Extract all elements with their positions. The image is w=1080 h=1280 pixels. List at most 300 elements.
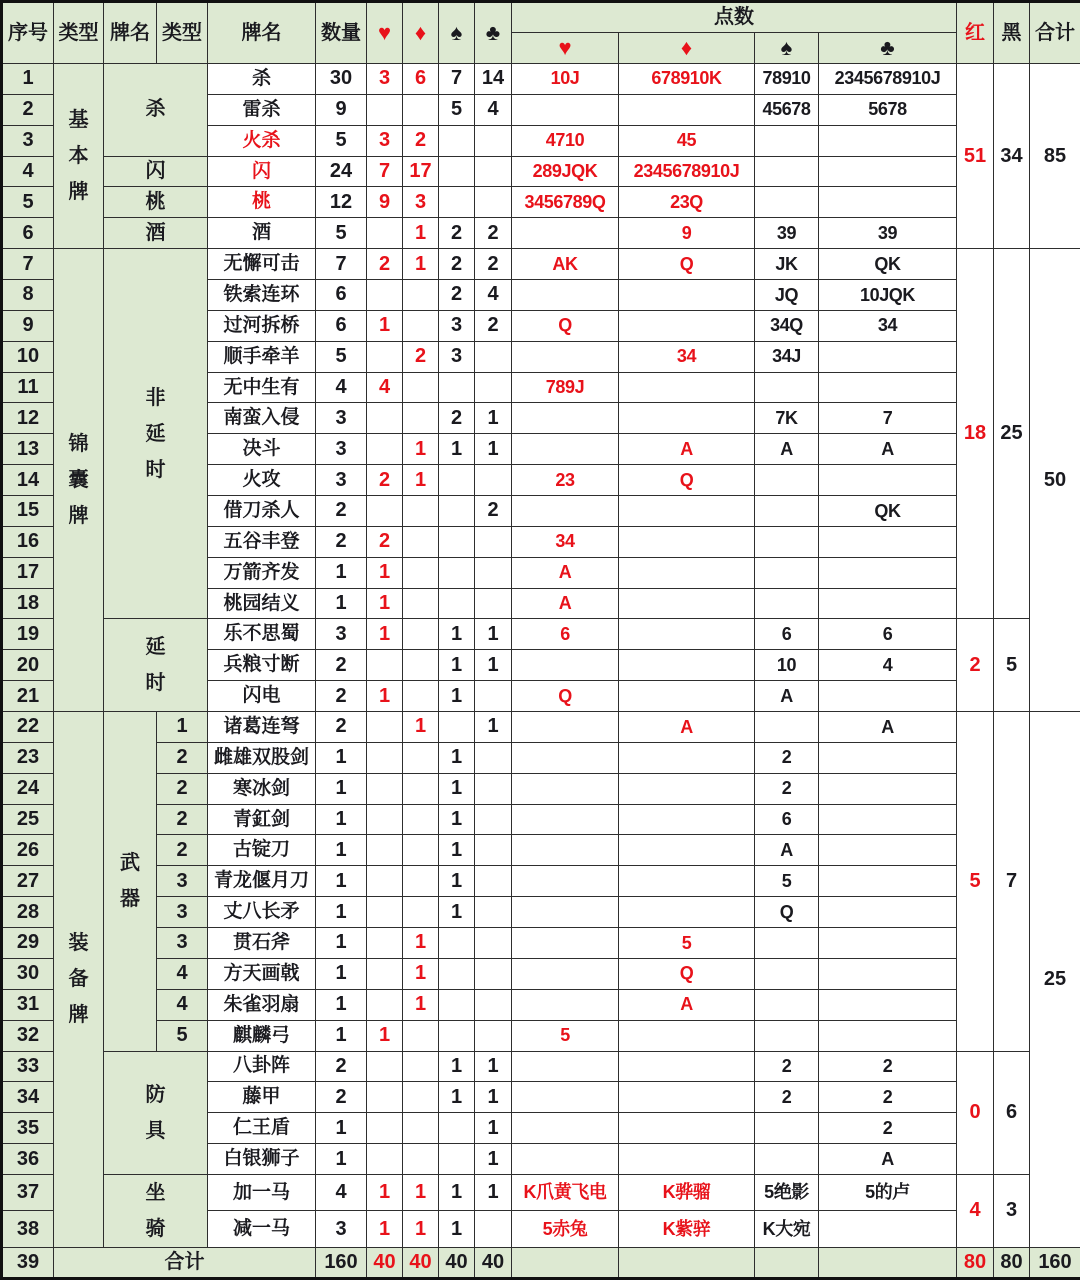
heart-count-cell [367, 403, 403, 434]
card-name-cell: 八卦阵 [208, 1051, 316, 1082]
spade-points-cell [755, 372, 819, 403]
card-name-cell: 闪 [208, 156, 316, 187]
spade-points-cell [755, 557, 819, 588]
spade-count-cell [439, 928, 475, 959]
total-diamond-count-cell: 40 [403, 1247, 439, 1278]
heart-points-cell: K爪黄飞电 [512, 1174, 619, 1211]
type-group-cell [54, 64, 104, 249]
diamond-count-cell: 3 [403, 187, 439, 218]
row-number: 3 [2, 125, 54, 156]
heart-count-cell: 1 [367, 310, 403, 341]
heart-points-cell [512, 280, 619, 311]
card-name-cell: 朱雀羽扇 [208, 989, 316, 1020]
row-number: 1 [2, 64, 54, 95]
spade-count-cell [439, 958, 475, 989]
spade-points-cell: 39 [755, 218, 819, 249]
club-count-cell [475, 897, 512, 928]
red-subtotal-cell: 51 [957, 64, 994, 249]
diamond-points-cell [619, 897, 755, 928]
weapon-range-cell: 4 [157, 989, 208, 1020]
heart-points-cell [512, 835, 619, 866]
spade-count-cell [439, 526, 475, 557]
sub-group-cell [104, 619, 208, 712]
spade-count-cell: 1 [439, 897, 475, 928]
spade-points-cell: 10 [755, 650, 819, 681]
row-number: 20 [2, 650, 54, 681]
row-number: 21 [2, 681, 54, 712]
heart-count-cell: 1 [367, 619, 403, 650]
card-name-cell: 加一马 [208, 1174, 316, 1211]
club-points-cell [819, 526, 957, 557]
heart-count-cell: 3 [367, 125, 403, 156]
diamond-points-cell: A [619, 434, 755, 465]
club-points-cell: 5的卢 [819, 1174, 957, 1211]
quantity-cell: 1 [316, 557, 367, 588]
club-count-cell [475, 835, 512, 866]
quantity-cell: 1 [316, 1144, 367, 1175]
row-number: 30 [2, 958, 54, 989]
club-points-cell: A [819, 712, 957, 743]
diamond-count-cell [403, 773, 439, 804]
club-count-cell: 2 [475, 218, 512, 249]
club-count-cell [475, 465, 512, 496]
col-header-grand-total: 合计 [1030, 2, 1080, 64]
club-count-cell [475, 773, 512, 804]
table-row [2, 742, 1080, 773]
type-group-cell [54, 249, 104, 712]
spade-points-cell: K大宛 [755, 1211, 819, 1248]
row-number: 18 [2, 588, 54, 619]
spade-points-cell: Q [755, 897, 819, 928]
heart-count-cell: 2 [367, 526, 403, 557]
diamond-count-cell [403, 619, 439, 650]
heart-points-cell: 10J [512, 64, 619, 95]
club-points-cell: A [819, 1144, 957, 1175]
spade-count-cell: 2 [439, 280, 475, 311]
row-number: 28 [2, 897, 54, 928]
diamond-count-cell: 6 [403, 64, 439, 95]
diamond-points-cell [619, 496, 755, 527]
quantity-cell: 1 [316, 989, 367, 1020]
diamond-points-cell: 45 [619, 125, 755, 156]
card-name-cell: 闪电 [208, 681, 316, 712]
spade-points-cell: JK [755, 249, 819, 280]
club-points-cell: 2345678910J [819, 64, 957, 95]
diamond-count-cell [403, 588, 439, 619]
sub-group-cell-label: 延时 [143, 629, 168, 701]
spade-points-cell: 2 [755, 1082, 819, 1113]
heart-points-cell [512, 989, 619, 1020]
club-count-cell [475, 341, 512, 372]
spade-count-cell [439, 125, 475, 156]
spade-points-cell [755, 1020, 819, 1051]
club-count-cell: 2 [475, 496, 512, 527]
col-header-subtype: 类型 [157, 2, 208, 64]
diamond-count-cell: 1 [403, 712, 439, 743]
heart-count-cell [367, 1144, 403, 1175]
diamond-points-cell [619, 650, 755, 681]
club-count-cell [475, 866, 512, 897]
spade-points-cell [755, 465, 819, 496]
club-count-cell: 1 [475, 1051, 512, 1082]
club-count-cell: 1 [475, 1082, 512, 1113]
spade-points-cell [755, 125, 819, 156]
club-points-cell [819, 804, 957, 835]
card-name-cell: 铁索连环 [208, 280, 316, 311]
heart-count-cell [367, 773, 403, 804]
row-number: 12 [2, 403, 54, 434]
spade-points-cell: 6 [755, 804, 819, 835]
quantity-cell: 2 [316, 650, 367, 681]
diamond-points-cell: 5 [619, 928, 755, 959]
heart-count-cell [367, 218, 403, 249]
quantity-cell: 1 [316, 804, 367, 835]
heart-points-cell [512, 403, 619, 434]
spade-points-cell: 2 [755, 742, 819, 773]
heart-count-cell [367, 958, 403, 989]
red-subtotal-cell: 0 [957, 1051, 994, 1174]
club-points-cell [819, 928, 957, 959]
col-header-quantity: 数量 [316, 2, 367, 64]
diamond-points-cell: Q [619, 465, 755, 496]
club-points-cell [819, 742, 957, 773]
heart-points-cell: 789J [512, 372, 619, 403]
quantity-cell: 5 [316, 125, 367, 156]
diamond-count-cell [403, 1144, 439, 1175]
heart-count-cell [367, 94, 403, 125]
quantity-cell: 1 [316, 1020, 367, 1051]
grand-black-total-cell: 80 [994, 1247, 1030, 1278]
weapon-range-cell: 2 [157, 742, 208, 773]
sub-group-cell: 酒 [104, 218, 208, 249]
row-number: 26 [2, 835, 54, 866]
quantity-cell: 1 [316, 958, 367, 989]
diamond-points-cell [619, 1144, 755, 1175]
club-points-cell: 39 [819, 218, 957, 249]
spade-count-cell: 1 [439, 1174, 475, 1211]
spade-count-cell: 1 [439, 804, 475, 835]
card-name-cell: 古锭刀 [208, 835, 316, 866]
heart-points-cell [512, 928, 619, 959]
total-heart-count-cell: 40 [367, 1247, 403, 1278]
club-points-cell [819, 372, 957, 403]
quantity-cell: 3 [316, 403, 367, 434]
heart-count-cell: 1 [367, 588, 403, 619]
diamond-points-cell: K紫骍 [619, 1211, 755, 1248]
diamond-count-cell [403, 897, 439, 928]
section-total-cell: 25 [1030, 712, 1080, 1248]
heart-count-cell [367, 804, 403, 835]
black-subtotal-cell: 6 [994, 1051, 1030, 1174]
count-heart-icon: ♥ [367, 2, 403, 64]
black-subtotal-cell: 7 [994, 712, 1030, 1051]
weapon-range-cell: 2 [157, 773, 208, 804]
diamond-count-cell [403, 835, 439, 866]
diamond-points-cell [619, 681, 755, 712]
heart-points-cell: 23 [512, 465, 619, 496]
row-number: 36 [2, 1144, 54, 1175]
weapon-range-cell: 2 [157, 835, 208, 866]
row-number: 8 [2, 280, 54, 311]
card-name-cell: 顺手牵羊 [208, 341, 316, 372]
quantity-cell: 1 [316, 928, 367, 959]
diamond-count-cell [403, 742, 439, 773]
empty-diamond-points-cell [619, 1247, 755, 1278]
diamond-count-cell [403, 526, 439, 557]
club-points-cell [819, 835, 957, 866]
heart-points-cell: 5赤兔 [512, 1211, 619, 1248]
card-name-cell: 决斗 [208, 434, 316, 465]
spade-points-cell: 78910 [755, 64, 819, 95]
club-count-cell: 4 [475, 280, 512, 311]
diamond-points-cell [619, 742, 755, 773]
card-name-cell: 贯石斧 [208, 928, 316, 959]
table-row [2, 1051, 1080, 1082]
club-count-cell: 2 [475, 249, 512, 280]
diamond-points-cell: K骅骝 [619, 1174, 755, 1211]
club-points-cell: 2 [819, 1113, 957, 1144]
club-count-cell: 14 [475, 64, 512, 95]
sub-group-cell-label: 非延时 [143, 380, 168, 488]
diamond-count-cell: 1 [403, 249, 439, 280]
row-number: 38 [2, 1211, 54, 1248]
heart-count-cell [367, 742, 403, 773]
club-points-cell [819, 773, 957, 804]
heart-points-cell [512, 897, 619, 928]
club-count-cell [475, 1211, 512, 1248]
spade-points-cell [755, 989, 819, 1020]
card-name-cell: 丈八长矛 [208, 897, 316, 928]
spade-count-cell: 1 [439, 866, 475, 897]
heart-count-cell: 7 [367, 156, 403, 187]
sub-group-cell-label: 坐骑 [143, 1175, 168, 1247]
diamond-points-cell [619, 310, 755, 341]
heart-points-cell [512, 218, 619, 249]
sub-group-cell [104, 712, 157, 1051]
row-number: 35 [2, 1113, 54, 1144]
row-number: 34 [2, 1082, 54, 1113]
heart-points-cell [512, 496, 619, 527]
quantity-cell: 1 [316, 773, 367, 804]
quantity-cell: 3 [316, 1211, 367, 1248]
spade-count-cell: 1 [439, 619, 475, 650]
diamond-points-cell: 678910K [619, 64, 755, 95]
diamond-points-cell: Q [619, 249, 755, 280]
quantity-cell: 2 [316, 526, 367, 557]
heart-count-cell [367, 928, 403, 959]
row-number: 19 [2, 619, 54, 650]
table-row [2, 1020, 1080, 1051]
diamond-points-cell: 23Q [619, 187, 755, 218]
col-header-black-total: 黑 [994, 2, 1030, 64]
spade-count-cell: 2 [439, 249, 475, 280]
card-name-cell: 麒麟弓 [208, 1020, 316, 1051]
spade-count-cell: 1 [439, 681, 475, 712]
club-count-cell [475, 1020, 512, 1051]
table-row [2, 958, 1080, 989]
diamond-points-cell [619, 588, 755, 619]
table-row [2, 897, 1080, 928]
count-spade-icon: ♠ [439, 2, 475, 64]
diamond-count-cell: 1 [403, 1174, 439, 1211]
spade-count-cell [439, 588, 475, 619]
spade-count-cell: 1 [439, 434, 475, 465]
card-name-cell: 酒 [208, 218, 316, 249]
card-name-cell: 桃园结义 [208, 588, 316, 619]
spade-points-cell: 6 [755, 619, 819, 650]
quantity-cell: 2 [316, 496, 367, 527]
weapon-range-cell: 4 [157, 958, 208, 989]
points-club-icon: ♣ [819, 33, 957, 64]
heart-count-cell [367, 835, 403, 866]
heart-points-cell: 3456789Q [512, 187, 619, 218]
spade-count-cell [439, 465, 475, 496]
col-header-index: 序号 [2, 2, 54, 64]
diamond-count-cell: 2 [403, 125, 439, 156]
section-total-cell: 85 [1030, 64, 1080, 249]
heart-count-cell [367, 496, 403, 527]
row-number: 13 [2, 434, 54, 465]
section-total-cell: 50 [1030, 249, 1080, 712]
club-points-cell [819, 156, 957, 187]
empty-spade-points-cell [755, 1247, 819, 1278]
row-number: 27 [2, 866, 54, 897]
diamond-count-cell [403, 1082, 439, 1113]
row-number: 23 [2, 742, 54, 773]
diamond-count-cell: 1 [403, 465, 439, 496]
spade-count-cell [439, 1113, 475, 1144]
diamond-count-cell: 1 [403, 434, 439, 465]
table-row [2, 249, 1080, 280]
type-group-cell-label: 锦囊牌 [66, 426, 91, 534]
spade-count-cell [439, 156, 475, 187]
club-count-cell: 1 [475, 403, 512, 434]
spade-points-cell [755, 588, 819, 619]
heart-count-cell: 3 [367, 64, 403, 95]
weapon-range-cell: 5 [157, 1020, 208, 1051]
weapon-range-cell: 3 [157, 928, 208, 959]
diamond-count-cell [403, 1051, 439, 1082]
black-subtotal-cell: 5 [994, 619, 1030, 712]
diamond-points-cell: Q [619, 958, 755, 989]
row-number: 15 [2, 496, 54, 527]
club-count-cell: 4 [475, 94, 512, 125]
spade-count-cell: 1 [439, 1051, 475, 1082]
heart-count-cell: 2 [367, 465, 403, 496]
heart-count-cell [367, 866, 403, 897]
heart-count-cell [367, 434, 403, 465]
club-count-cell: 1 [475, 1113, 512, 1144]
club-count-cell [475, 928, 512, 959]
spade-points-cell: 45678 [755, 94, 819, 125]
club-points-cell: 4 [819, 650, 957, 681]
spade-points-cell: 2 [755, 1051, 819, 1082]
spade-count-cell [439, 557, 475, 588]
black-subtotal-cell: 34 [994, 64, 1030, 249]
club-points-cell: 10JQK [819, 280, 957, 311]
diamond-points-cell [619, 94, 755, 125]
heart-count-cell [367, 1051, 403, 1082]
club-points-cell [819, 1211, 957, 1248]
row-number: 33 [2, 1051, 54, 1082]
quantity-cell: 1 [316, 742, 367, 773]
club-points-cell [819, 681, 957, 712]
diamond-points-cell: A [619, 712, 755, 743]
row-number: 39 [2, 1247, 54, 1278]
heart-count-cell [367, 341, 403, 372]
table-row [2, 928, 1080, 959]
quantity-cell: 1 [316, 866, 367, 897]
spade-points-cell: JQ [755, 280, 819, 311]
heart-count-cell [367, 897, 403, 928]
card-name-cell: 乐不思蜀 [208, 619, 316, 650]
col-header-type: 类型 [54, 2, 104, 64]
club-points-cell: A [819, 434, 957, 465]
card-name-cell: 方天画戟 [208, 958, 316, 989]
card-name-cell: 雌雄双股剑 [208, 742, 316, 773]
spade-count-cell: 1 [439, 650, 475, 681]
table-row [2, 218, 1080, 249]
heart-points-cell: 6 [512, 619, 619, 650]
diamond-points-cell [619, 1113, 755, 1144]
club-points-cell: 34 [819, 310, 957, 341]
quantity-cell: 9 [316, 94, 367, 125]
table-row [2, 804, 1080, 835]
spade-count-cell: 1 [439, 835, 475, 866]
heart-points-cell [512, 1082, 619, 1113]
club-points-cell [819, 958, 957, 989]
table-row [2, 989, 1080, 1020]
row-number: 9 [2, 310, 54, 341]
heart-points-cell [512, 434, 619, 465]
row-number: 22 [2, 712, 54, 743]
sub-group-cell [104, 1051, 208, 1174]
spade-count-cell: 5 [439, 94, 475, 125]
quantity-cell: 24 [316, 156, 367, 187]
empty-heart-points-cell [512, 1247, 619, 1278]
diamond-count-cell [403, 1020, 439, 1051]
heart-points-cell [512, 773, 619, 804]
card-name-cell: 万箭齐发 [208, 557, 316, 588]
spade-count-cell [439, 496, 475, 527]
diamond-count-cell: 1 [403, 1211, 439, 1248]
quantity-cell: 1 [316, 1113, 367, 1144]
totals-label-cell: 合计 [54, 1247, 316, 1278]
diamond-points-cell [619, 619, 755, 650]
diamond-points-cell: 34 [619, 341, 755, 372]
table-row [2, 187, 1080, 218]
empty-club-points-cell [819, 1247, 957, 1278]
heart-points-cell: Q [512, 310, 619, 341]
card-name-cell: 雷杀 [208, 94, 316, 125]
club-count-cell: 2 [475, 310, 512, 341]
heart-count-cell: 1 [367, 557, 403, 588]
red-subtotal-cell: 18 [957, 249, 994, 619]
club-count-cell [475, 681, 512, 712]
diamond-count-cell [403, 496, 439, 527]
spade-points-cell [755, 496, 819, 527]
diamond-count-cell [403, 372, 439, 403]
club-points-cell [819, 341, 957, 372]
diamond-count-cell: 1 [403, 218, 439, 249]
spade-count-cell [439, 187, 475, 218]
club-count-cell [475, 588, 512, 619]
club-points-cell: 2 [819, 1051, 957, 1082]
row-number: 37 [2, 1174, 54, 1211]
sub-group-cell: 桃 [104, 187, 208, 218]
spade-count-cell: 1 [439, 1082, 475, 1113]
sub-group-cell-label: 防具 [143, 1077, 168, 1149]
